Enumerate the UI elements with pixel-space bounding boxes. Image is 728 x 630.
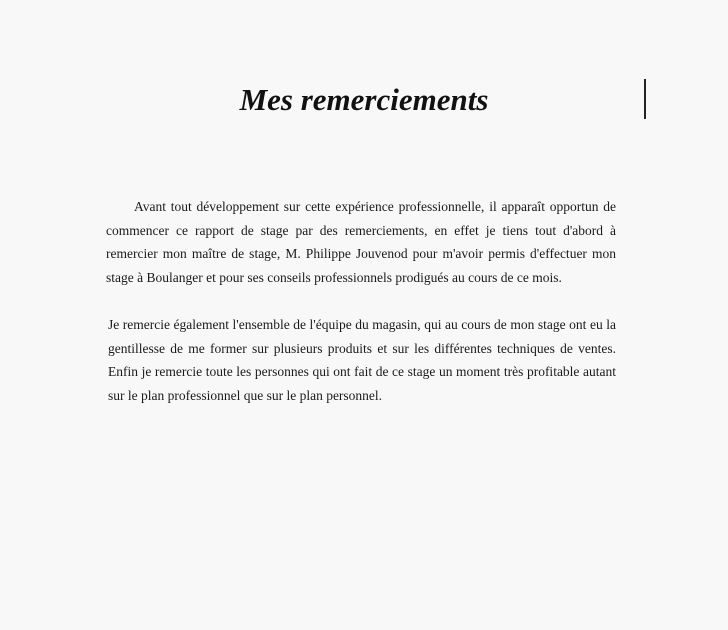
paragraph-thanks-team: Je remercie également l'ensemble de l'équipe du magasin, qui au cours de mon stage ont eu la gentillesse de me former sur plusieurs produits et sur les différentes techniques de ventes. Enfin je remercie toute les personnes qui ont fait de ce stage un moment très profitable autant sur le plan professionnel que sur le plan personnel. <box>108 317 616 403</box>
page-title: Mes remerciements <box>239 82 489 117</box>
margin-bar <box>644 79 646 119</box>
paragraph-intro: Avant tout développement sur cette expérience professionnelle, il apparaît opportun de commencer ce rapport de stage par des remerciements, en effet je tiens tout d'abord à remercier mon maître de stage, M. Philippe Jouvenod pour m'avoir permis d'effectuer mon stage à Boulanger et pour ses conseils professionnels prodigués au cours de ce mois. <box>106 199 616 285</box>
